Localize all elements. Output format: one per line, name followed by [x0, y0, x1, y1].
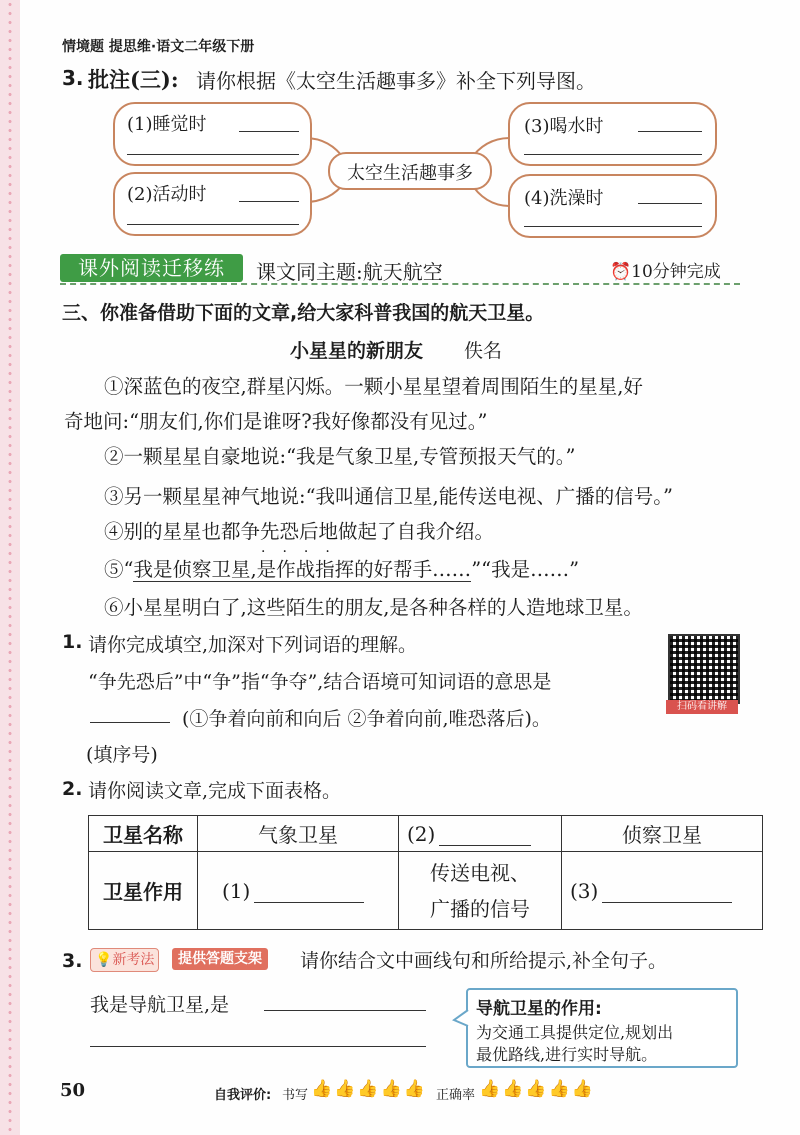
answer-line[interactable] — [638, 203, 702, 204]
thumbs-up-icon[interactable]: 👍 — [403, 1079, 425, 1099]
section-divider — [60, 283, 740, 285]
accuracy-rating[interactable] — [478, 1079, 594, 1099]
thumbs-up-icon[interactable]: 👍 — [502, 1079, 524, 1099]
answer-line[interactable] — [90, 1046, 426, 1047]
q1-options: (①争着向前和向后 ②争着向前,唯恐落后)。 — [182, 708, 551, 730]
answer-line[interactable] — [239, 131, 299, 132]
answer-line[interactable] — [524, 226, 702, 227]
q3a-instruction: 请你根据《太空生活趣事多》补全下列导图。 — [196, 69, 596, 93]
article-p4: ④别的星星也都争先恐后地做起了自我介绍。 — [104, 520, 495, 543]
q2-instruction: 请你阅读文章,完成下面表格。 — [88, 780, 342, 802]
answer-line[interactable] — [264, 1010, 426, 1011]
thumbs-up-icon[interactable]: 👍 — [357, 1079, 379, 1099]
p5-underlined-sentence: 我是侦察卫星,是作战指挥的好帮手…… — [133, 558, 472, 581]
qr-label: 扫码看讲解 — [666, 700, 738, 714]
hint-box — [466, 988, 738, 1068]
thumbs-up-icon[interactable]: 👍 — [334, 1079, 356, 1099]
badge-new-method — [90, 948, 159, 972]
page-number: 50 — [60, 1080, 86, 1101]
table-cell-recon: 侦察卫星 — [562, 816, 763, 852]
writing-rating[interactable] — [310, 1079, 426, 1099]
blank-1-label: (1) — [222, 878, 251, 903]
article-p3: ③另一颗星星神气地说:“我叫通信卫星,能传送电视、广播的信号。” — [104, 485, 673, 508]
mindmap-node-activity — [113, 172, 312, 236]
badge-new-method-label: 新考法 — [112, 952, 155, 968]
q1-line2: “争先恐后”中“争”指“争夺”,结合语境可知词语的意思是 — [88, 671, 552, 693]
badge-scaffold: 提供答题支架 — [172, 948, 268, 970]
table-cell-blank3[interactable] — [562, 852, 763, 930]
table-cell-blank2[interactable] — [399, 816, 562, 852]
thumbs-up-icon[interactable]: 👍 — [311, 1079, 333, 1099]
node-sleep-label: (1)睡觉时 — [127, 114, 207, 135]
q1-instruction: 请你完成填空,加深对下列词语的理解。 — [88, 634, 418, 656]
table-cell-comm-function — [399, 852, 562, 930]
answer-line[interactable] — [524, 154, 702, 155]
p5-close: ”“我是……” — [471, 558, 580, 581]
running-header: 情境题 提思维·语文二年级下册 — [62, 39, 255, 55]
section-time — [610, 257, 721, 282]
q1-note: (填序号) — [86, 744, 158, 766]
bulb-icon: 💡 — [95, 952, 113, 968]
table-header-name: 卫星名称 — [89, 816, 198, 852]
node-bath-label: (4)洗澡时 — [524, 188, 604, 209]
node-activity-label: (2)活动时 — [127, 184, 207, 205]
article-p1b: 奇地问:“朋友们,你们是谁呀?我好像都没有见过。” — [64, 410, 488, 433]
q3b-sentence: 我是导航卫星,是 — [90, 994, 230, 1016]
q3a-label: 批注(三): — [88, 67, 179, 92]
writing-label: 书写 — [282, 1088, 309, 1103]
answer-line[interactable] — [127, 224, 299, 225]
mindmap-center — [328, 152, 492, 190]
answer-line[interactable] — [254, 902, 364, 903]
article-p6: ⑥小星星明白了,这些陌生的朋友,是各种各样的人造地球卫星。 — [104, 596, 643, 619]
blank-3-label: (3) — [570, 878, 599, 903]
section-subtitle: 课文同主题:航天航空 — [256, 260, 443, 284]
mindmap-node-bath — [508, 174, 717, 238]
article-title: 小星星的新朋友 — [290, 340, 424, 362]
answer-line[interactable] — [239, 201, 299, 202]
answer-line[interactable] — [638, 131, 702, 132]
blank-2-label: (2) — [407, 821, 436, 846]
thumbs-up-icon[interactable]: 👍 — [479, 1079, 501, 1099]
answer-line[interactable] — [127, 154, 299, 155]
q3a-number: 3. — [62, 66, 84, 90]
accuracy-label: 正确率 — [436, 1088, 476, 1103]
hint-line1: 为交通工具提供定位,规划出 — [476, 1023, 674, 1042]
article-author: 佚名 — [464, 340, 503, 362]
comm-function-line1: 传送电视、 — [430, 860, 530, 885]
self-eval-label: 自我评价: — [214, 1088, 272, 1103]
node-drink-label: (3)喝水时 — [524, 116, 604, 137]
mindmap-node-drink — [508, 102, 717, 166]
table-header-function: 卫星作用 — [89, 852, 198, 930]
thumbs-up-icon[interactable]: 👍 — [571, 1079, 593, 1099]
alarm-clock-icon: ⏰ — [610, 262, 632, 282]
q1-answer-blank[interactable] — [90, 722, 170, 723]
emphasis-dots: ···· — [261, 544, 347, 560]
q2-number: 2. — [62, 778, 83, 800]
part3-title: 三、你准备借助下面的文章,给大家科普我国的航天卫星。 — [62, 302, 545, 324]
section-tag: 课外阅读迁移练 — [60, 254, 243, 282]
article-p2: ②一颗星星自豪地说:“我是气象卫星,专管预报天气的。” — [104, 445, 576, 468]
answer-line[interactable] — [602, 902, 732, 903]
article-p1a: ①深蓝色的夜空,群星闪烁。一颗小星星望着周围陌生的星星,好 — [104, 375, 643, 398]
comm-function-line2: 广播的信号 — [430, 896, 530, 921]
hint-title: 导航卫星的作用: — [476, 999, 602, 1019]
qr-code[interactable] — [668, 634, 740, 704]
hint-pointer — [452, 1008, 470, 1028]
q1-number: 1. — [62, 631, 83, 653]
thumbs-up-icon[interactable]: 👍 — [525, 1079, 547, 1099]
q3b-number: 3. — [62, 950, 83, 972]
thumbs-up-icon[interactable]: 👍 — [380, 1079, 402, 1099]
hint-line2: 最优路线,进行实时导航。 — [476, 1045, 658, 1064]
mindmap-center-label: 太空生活趣事多 — [347, 163, 473, 184]
q3b-instruction: 请你结合文中画线句和所给提示,补全句子。 — [300, 950, 668, 972]
table-cell-blank1[interactable] — [198, 852, 399, 930]
satellite-table — [88, 815, 763, 930]
answer-line[interactable] — [439, 845, 531, 846]
p5-open-quote: ⑤“ — [104, 558, 134, 581]
mindmap-node-sleep — [113, 102, 312, 166]
table-cell-weather: 气象卫星 — [198, 816, 399, 852]
thumbs-up-icon[interactable]: 👍 — [548, 1079, 570, 1099]
section-time-label: 10分钟完成 — [631, 262, 721, 282]
